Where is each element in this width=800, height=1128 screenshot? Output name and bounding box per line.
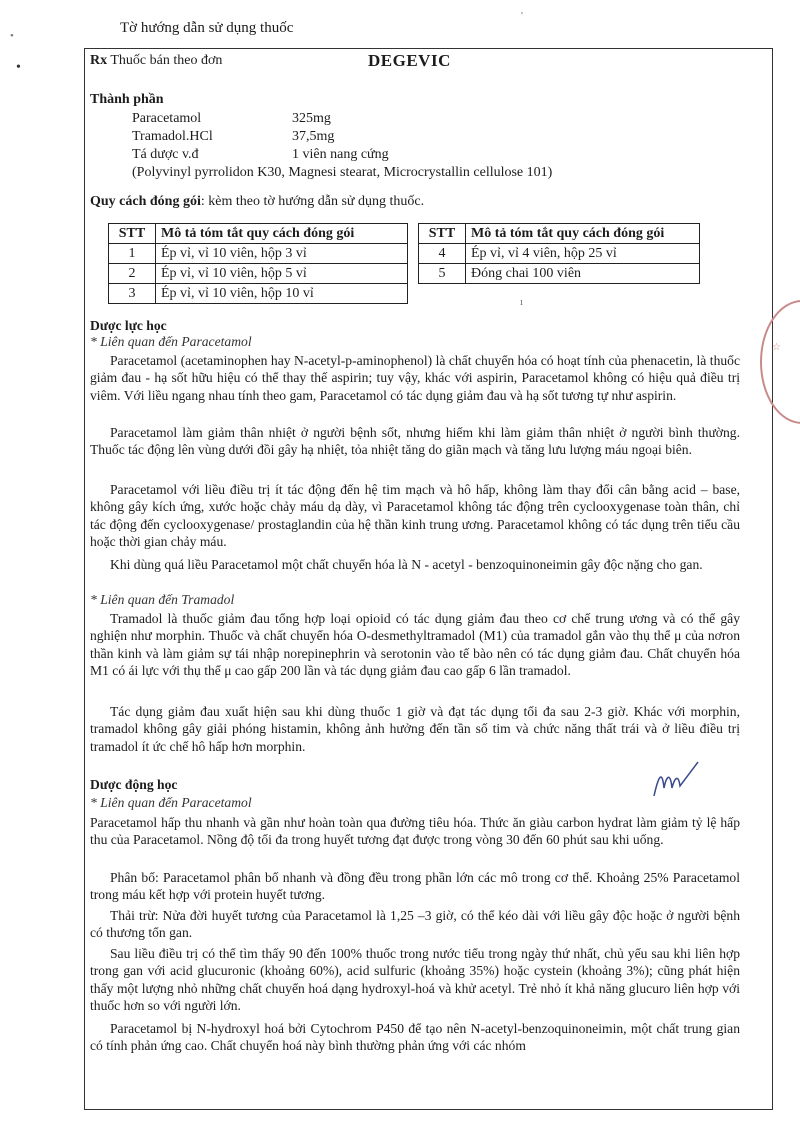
desc-header: Mô tả tóm tắt quy cách đóng gói (156, 224, 408, 244)
ingredient-amount: 37,5mg (292, 129, 335, 144)
stamp-mark: ☆ (772, 342, 781, 353)
packaging-line (90, 194, 424, 210)
packaging-table-right (418, 223, 700, 284)
paracetamol-subheading: * Liên quan đến Paracetamol (90, 795, 252, 810)
desc-cell: Ép vỉ, vỉ 10 viên, hộp 5 vỉ (156, 264, 408, 284)
desc-cell: Đóng chai 100 viên (466, 264, 700, 284)
paragraph: Paracetamol bị N-hydroxyl hoá bởi Cytochrom P450 để tạo nên N-acetyl-benzoquinoneimin, một chất trung gian có tính phản ứng cao. Chất chuyển hoá này bình thường phản ứng với các nhóm (90, 1021, 740, 1054)
paragraph: Paracetamol với liều điều trị ít tác động đến hệ tim mạch và hô hấp, không làm thay đổi cân bằng acid – base, không gây kích ứng, xước hoặc chảy máu dạ dày, vì Paracetamol không tác động trên cyclooxygenase toàn thân, chỉ tác động đến cyclooxygenase/ prostaglandin của hệ thần kinh trung ương. Paracetamol không có tác dụng trên tiểu cầu hoặc thời gian chảy máu. (90, 482, 740, 550)
scan-mark: ı (520, 296, 524, 308)
ingredient-amount: 1 viên nang cứng (292, 147, 389, 162)
desc-cell: Ép vỉ, vỉ 4 viên, hộp 25 vỉ (466, 244, 700, 264)
excipients-list: (Polyvinyl pyrrolidon K30, Magnesi stearat, Microcrystallin cellulose 101) (132, 165, 553, 180)
paragraph: Phân bố: Paracetamol phân bố nhanh và đồng đều trong phần lớn các mô trong cơ thể. Khoảng 25% Paracetamol trong máu kết hợp với protein huyết tương. (90, 870, 740, 903)
product-name: DEGEVIC (368, 51, 451, 70)
rx-label: Rx (90, 53, 108, 68)
signature-mark (648, 758, 708, 803)
stt-header: STT (419, 224, 466, 244)
table-row (109, 264, 408, 284)
composition-title: Thành phần (90, 92, 164, 107)
packaging-table-left (108, 223, 408, 304)
table-row (419, 264, 700, 284)
rx-text: Thuốc bán theo đơn (110, 53, 223, 68)
stt-cell: 1 (109, 244, 156, 264)
paragraph: Thải trừ: Nửa đời huyết tương của Paracetamol là 1,25 –3 giờ, có thể kéo dài với liều gây độc hoặc ở người bệnh có thương tổn gan. (90, 908, 740, 941)
table-row (109, 244, 408, 264)
pharmacodynamics-title: Dược lực học (90, 318, 167, 333)
paragraph: Khi dùng quá liều Paracetamol một chất chuyển hóa là N - acetyl - benzoquinoneimin gây độc nặng cho gan. (110, 557, 703, 572)
paragraph: Sau liều điều trị có thể tìm thấy 90 đến 100% thuốc trong nước tiểu trong ngày thứ nhất, chủ yếu sau khi liên hợp trong gan với acid glucuronic (khoảng 60%), acid sulfuric (khoảng 35%) hoặc cystein (khoảng 3%); cũng phát hiện thấy một lượng nhỏ những chất chuyển hoá dạng hydroxyl-hoá và khử acetyl. Trẻ nhỏ ít khả năng glucuro liên hợp với thuốc hơn so với người lớn. (90, 946, 740, 1014)
ingredient-name: Tá dược v.đ (132, 147, 199, 162)
scan-mark: • (16, 60, 21, 75)
ingredient-name: Paracetamol (132, 111, 202, 126)
packaging-text: : kèm theo tờ hướng dẫn sử dụng thuốc. (200, 194, 425, 209)
scan-mark: • (10, 30, 14, 42)
table-header-row (419, 224, 700, 244)
scan-mark: ' (521, 10, 523, 22)
paracetamol-subheading: * Liên quan đến Paracetamol (90, 334, 252, 349)
paragraph: Paracetamol (acetaminophen hay N-acetyl-p-aminophenol) là chất chuyển hóa có hoạt tính của phenacetin, là thuốc giảm đau - hạ sốt hữu hiệu có thể thay thế aspirin; tuy vậy, khác với aspirin, Paracetamol không có hiệu quả điều trị viêm. Với liều ngang nhau tính theo gam, Paracetamol có tác dụng giảm đau và hạ sốt tương tự như aspirin. (90, 353, 740, 403)
paragraph: Paracetamol hấp thu nhanh và gần như hoàn toàn qua đường tiêu hóa. Thức ăn giàu carbon hydrat làm giảm tỷ lệ hấp thu của Paracetamol. Nồng độ tối đa trong huyết tương đạt được trong vòng 30 đến 60 phút sau khi uống. (90, 815, 740, 848)
stt-cell: 4 (419, 244, 466, 264)
rx-header (90, 53, 222, 69)
table-row (419, 244, 700, 264)
ingredient-amount: 325mg (292, 111, 331, 126)
paragraph: Paracetamol làm giảm thân nhiệt ở người bệnh sốt, nhưng hiếm khi làm giảm thân nhiệt ở người bình thường. Thuốc tác động lên vùng dưới đồi gây hạ nhiệt, tỏa nhiệt tăng do giãn mạch và tăng lưu lượng máu ngoại biên. (90, 425, 740, 458)
stt-header: STT (109, 224, 156, 244)
paragraph: Tác dụng giảm đau xuất hiện sau khi dùng thuốc 1 giờ và đạt tác dụng tối đa sau 2-3 giờ. Khác với morphin, tramadol không gây giải phóng histamin, không ảnh hưởng đến tần số tim và chức năng thất trái và ở liều điều trị tramadol ít ức chế hô hấp hơn morphin. (90, 704, 740, 754)
stt-cell: 5 (419, 264, 466, 284)
packaging-title: Quy cách đóng gói (90, 194, 201, 209)
pharmacokinetics-title: Dược động học (90, 777, 178, 792)
table-row (109, 284, 408, 304)
desc-cell: Ép vỉ, vỉ 10 viên, hộp 3 vỉ (156, 244, 408, 264)
desc-cell: Ép vỉ, vỉ 10 viên, hộp 10 vỉ (156, 284, 408, 304)
table-header-row (109, 224, 408, 244)
tramadol-subheading: * Liên quan đến Tramadol (90, 592, 235, 607)
paragraph: Tramadol là thuốc giảm đau tổng hợp loại opioid có tác dụng giảm đau theo cơ chế trung ương và có thể gây nghiện như morphin. Thuốc và chất chuyển hóa O-desmethyltramadol (M1) của tramadol gắn vào thụ thể μ của nơron thần kinh và làm giảm sự tái nhập norepinephrin và serotonin vào tế bào nên có tác dụng giảm đau. Chất chuyển hóa M1 có ái lực với thụ thể μ cao gấp 200 lần và tác dụng giảm đau cao gấp 6 lần tramadol. (90, 611, 740, 679)
page-title: Tờ hướng dẫn sử dụng thuốc (120, 20, 294, 36)
desc-header: Mô tả tóm tắt quy cách đóng gói (466, 224, 700, 244)
stt-cell: 3 (109, 284, 156, 304)
stt-cell: 2 (109, 264, 156, 284)
ingredient-name: Tramadol.HCl (132, 129, 213, 144)
